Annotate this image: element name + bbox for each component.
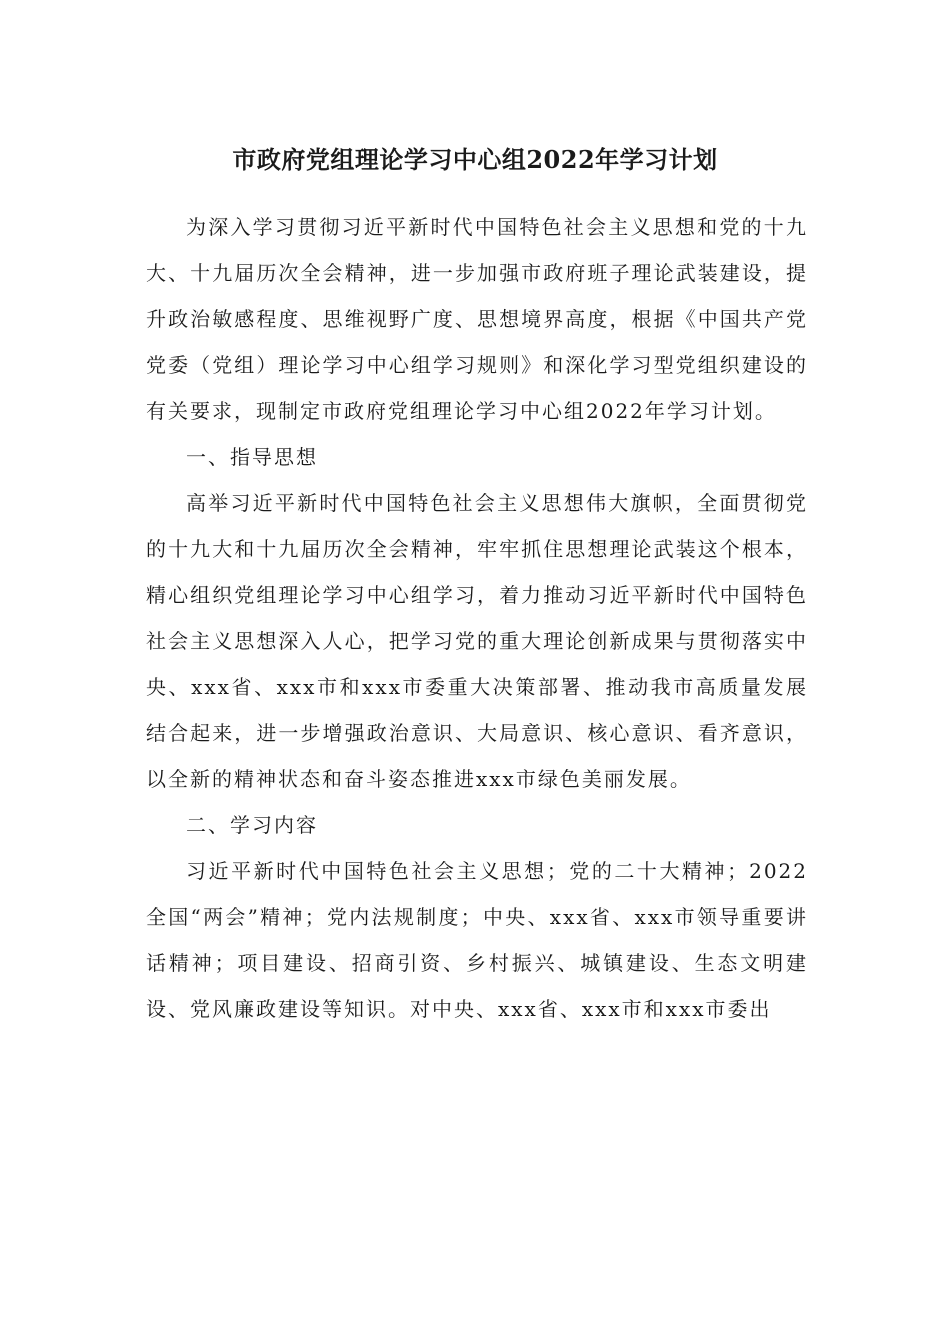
- document-body: [146, 204, 808, 1032]
- section-heading-study-content: 二、学习内容: [186, 813, 318, 837]
- section-body-study-content: 习近平新时代中国特色社会主义思想；党的二十大精神；2022全国“两会”精神；党内法规制度；中央、xxx省、xxx市领导重要讲话精神；项目建设、招商引资、乡村振兴、城镇建设、生态文明建设、党风廉政建设等知识。对中央、xxx省、xxx市和xxx市委出: [146, 859, 808, 1021]
- section-body-guiding-ideology: 高举习近平新时代中国特色社会主义思想伟大旗帜，全面贯彻党的十九大和十九届历次全会精神，牢牢抓住思想理论武装这个根本，精心组织党组理论学习中心组学习，着力推动习近平新时代中国特色社会主义思想深入人心，把学习党的重大理论创新成果与贯彻落实中央、xxx省、xxx市和xxx市委重大决策部署、推动我市高质量发展结合起来，进一步增强政治意识、大局意识、核心意识、看齐意识，以全新的精神状态和奋斗姿态推进xxx市绿色美丽发展。: [146, 491, 808, 791]
- section-heading-guiding-ideology: 一、指导思想: [186, 445, 318, 469]
- document-title: 市政府党组理论学习中心组2022年学习计划: [232, 145, 718, 174]
- intro-paragraph: 为深入学习贯彻习近平新时代中国特色社会主义思想和党的十九大、十九届历次全会精神，进一步加强市政府班子理论武装建设，提升政治敏感程度、思维视野广度、思想境界高度，根据《中国共产党党委（党组）理论学习中心组学习规则》和深化学习型党组织建设的有关要求，现制定市政府党组理论学习中心组2022年学习计划。: [146, 215, 808, 423]
